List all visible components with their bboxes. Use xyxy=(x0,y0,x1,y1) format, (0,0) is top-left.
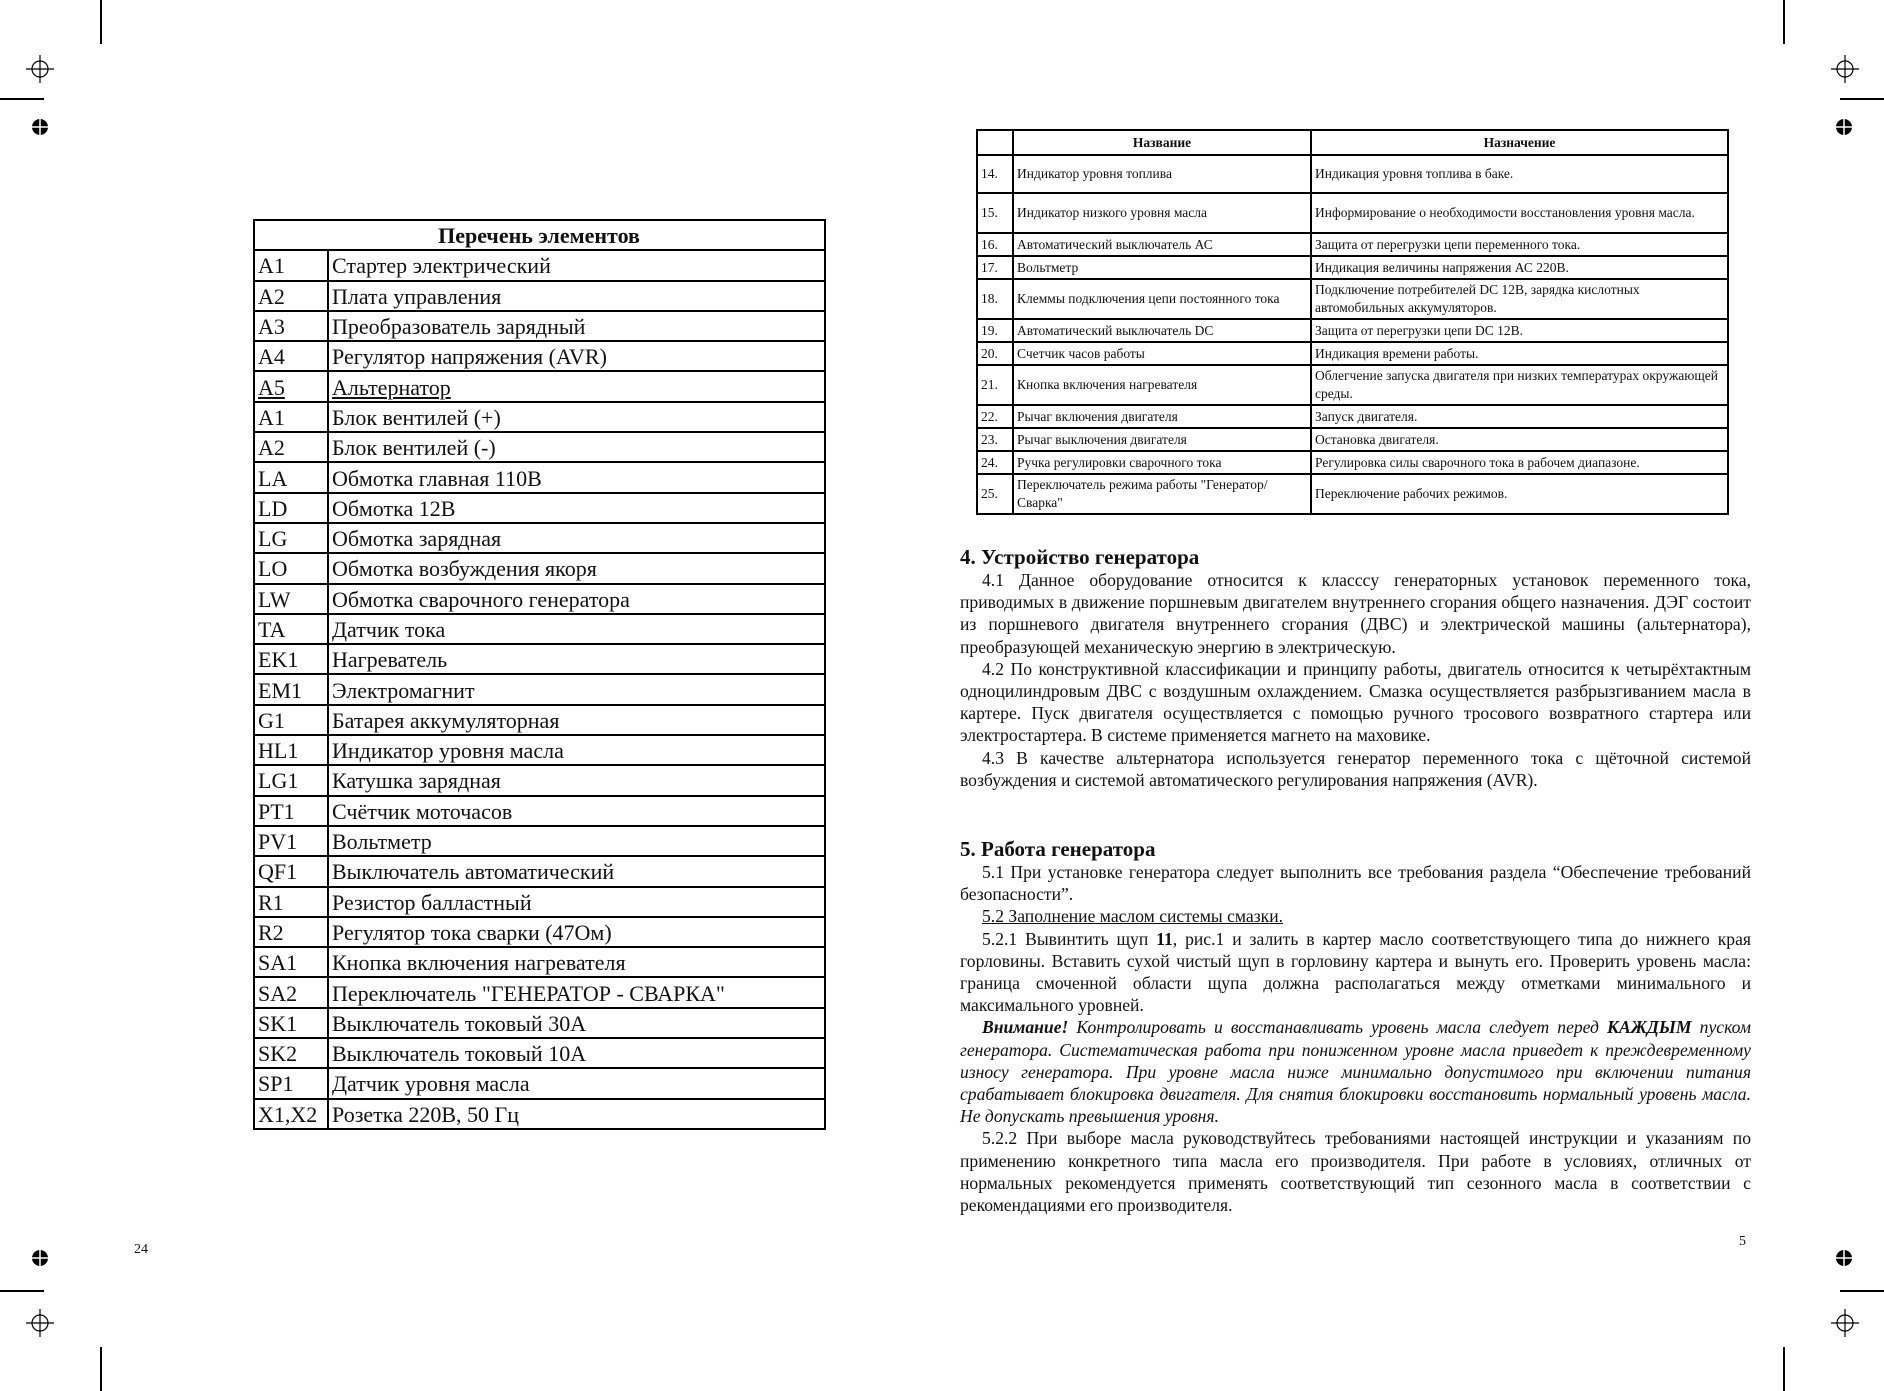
trim-mark xyxy=(1783,0,1785,44)
cell-purpose: Индикация уровня топлива в баке. xyxy=(1311,155,1728,193)
element-code: LD xyxy=(254,493,328,523)
cell-name: Ручка регулировки сварочного тока xyxy=(1013,451,1311,474)
element-name: Обмотка главная 110В xyxy=(328,462,825,492)
table-row xyxy=(254,1038,825,1068)
table-row xyxy=(254,614,825,644)
element-name: Нагреватель xyxy=(328,644,825,674)
element-code: G1 xyxy=(254,705,328,735)
bold-ref: 11 xyxy=(1156,928,1173,949)
cell-purpose: Облегчение запуска двигателя при низких температурах окружающей среды. xyxy=(1311,365,1728,405)
table-row xyxy=(254,281,825,311)
text-run: , рис.1 и залить в картер масло соответствующего типа до нижнего края горловины. Вставить сухой чистый щуп в горловину картера и вынуть его. Проверить уровень масла: граница смоченной области щупа должна располагаться между отметками минимального и максимального уровней. xyxy=(960,928,1751,1016)
table-row xyxy=(254,947,825,977)
section-5 xyxy=(960,837,1751,1216)
section-4-heading: 4. Устройство генератора xyxy=(960,545,1200,569)
table-row xyxy=(977,428,1728,451)
element-code: R2 xyxy=(254,917,328,947)
element-code: LG1 xyxy=(254,765,328,795)
element-code: A2 xyxy=(254,432,328,462)
element-name: Обмотка 12В xyxy=(328,493,825,523)
element-code: A1 xyxy=(254,250,328,280)
trim-mark xyxy=(1840,1290,1884,1292)
element-name: Выключатель токовый 10А xyxy=(328,1038,825,1068)
element-name: Выключатель автоматический xyxy=(328,856,825,886)
cell-purpose: Остановка двигателя. xyxy=(1311,428,1728,451)
table-row xyxy=(254,705,825,735)
table-row xyxy=(254,523,825,553)
table-row xyxy=(254,796,825,826)
element-name: Регулятор тока сварки (47Ом) xyxy=(328,917,825,947)
element-code: PT1 xyxy=(254,796,328,826)
element-name: Выключатель токовый 30А xyxy=(328,1008,825,1038)
element-name: Вольтметр xyxy=(328,826,825,856)
table-row xyxy=(254,432,825,462)
cell-purpose: Защита от перегрузки цепи DC 12В. xyxy=(1311,319,1728,342)
element-code: EM1 xyxy=(254,674,328,704)
cell-num: 17. xyxy=(977,256,1013,279)
text-run: 5.2.1 Вывинтить щуп xyxy=(982,928,1157,949)
paragraph: 4.1 Данное оборудование относится к классcу генераторных установок переменного тока, приводимых в движение поршневым двигателем внутреннего сгорания общего назначения. ДЭГ состоит из поршневого двигателя внутреннего сгорания (ДВС) и электрической машины (альтернатора), преобразующей механическую энергию в электрическую. xyxy=(960,570,1751,657)
element-name: Обмотка возбуждения якоря xyxy=(328,553,825,583)
trim-mark xyxy=(0,1290,44,1292)
cell-num: 21. xyxy=(977,365,1013,405)
element-code: HL1 xyxy=(254,735,328,765)
registration-mark-icon xyxy=(1831,1309,1859,1337)
cell-name: Переключатель режима работы "Генератор/Сварка" xyxy=(1013,474,1311,514)
element-code: PV1 xyxy=(254,826,328,856)
cell-num: 24. xyxy=(977,451,1013,474)
table-header-name: Название xyxy=(1013,130,1311,155)
element-code: A5 xyxy=(254,371,328,401)
paragraph: 4.3 В качестве альтернатора используется генератор переменного тока с щёточной системой возбуждения и системой автоматического регулирования напряжения (AVR). xyxy=(960,747,1751,790)
element-name: Электромагнит xyxy=(328,674,825,704)
table-row xyxy=(254,917,825,947)
cell-num: 19. xyxy=(977,319,1013,342)
element-code: SP1 xyxy=(254,1068,328,1098)
element-code: SK1 xyxy=(254,1008,328,1038)
register-dot-icon xyxy=(32,119,48,135)
table-row xyxy=(977,342,1728,365)
cell-purpose: Подключение потребителей DC 12В, зарядка кислотных автомобильных аккумуляторов. xyxy=(1311,279,1728,319)
element-code: EK1 xyxy=(254,644,328,674)
table-row xyxy=(254,341,825,371)
warning-label: Внимание! xyxy=(982,1017,1069,1038)
cell-purpose: Регулировка силы сварочного тока в рабочем диапазоне. xyxy=(1311,451,1728,474)
cell-name: Индикатор низкого уровня масла xyxy=(1013,193,1311,233)
elements-list-table xyxy=(253,219,826,1130)
paragraph: 5.1 При установке генератора следует выполнить все требования раздела “Обеспечение требований безопасности”. xyxy=(960,862,1751,905)
table-row xyxy=(254,493,825,523)
table-title: Перечень элементов xyxy=(254,220,825,250)
cell-name: Индикатор уровня топлива xyxy=(1013,155,1311,193)
element-code: LW xyxy=(254,584,328,614)
paragraph: 5.2.2 При выборе масла руководствуйтесь требованиями настоящей инструкции и указаниям по применению конкретного типа масла его производителя. При работе в условиях, отличных от нормальных рекомендуется применять соответствующий тип сезонного масла в соответствии с рекомендациями его производителя. xyxy=(960,1128,1751,1216)
element-code: SK2 xyxy=(254,1038,328,1068)
element-code: TA xyxy=(254,614,328,644)
element-name: Стартер электрический xyxy=(328,250,825,280)
cell-purpose: Переключение рабочих режимов. xyxy=(1311,474,1728,514)
table-row xyxy=(254,887,825,917)
text-run: пуском генератора. Систематическая работа при пониженном уровне масла приведет к преждевременному износу генератора. При уровне масла ниже минимально допустимого при включении питания срабатывает блокировка двигателя. Для снятия блокировки восстановить нормальный уровень масла. Не допускать превышения уровня. xyxy=(960,1017,1751,1127)
section-4 xyxy=(960,545,1751,791)
table-row xyxy=(254,856,825,886)
cell-name: Рычаг включения двигателя xyxy=(1013,405,1311,428)
element-code: A1 xyxy=(254,402,328,432)
table-row xyxy=(977,319,1728,342)
cell-purpose: Индикация времени работы. xyxy=(1311,342,1728,365)
page-number-left: 24 xyxy=(134,1242,148,1257)
emphasis: КАЖДЫМ xyxy=(1607,1017,1692,1038)
table-row xyxy=(254,402,825,432)
table-row xyxy=(254,1099,825,1129)
warning-paragraph xyxy=(960,1016,1751,1127)
cell-purpose: Индикация величины напряжения АС 220В. xyxy=(1311,256,1728,279)
element-name: Датчик уровня масла xyxy=(328,1068,825,1098)
element-code: LG xyxy=(254,523,328,553)
table-row xyxy=(977,155,1728,193)
element-code: SA1 xyxy=(254,947,328,977)
trim-mark xyxy=(1783,1347,1785,1391)
table-row xyxy=(977,193,1728,233)
table-row xyxy=(254,765,825,795)
element-code: A2 xyxy=(254,281,328,311)
table-row xyxy=(977,279,1728,319)
cell-name: Клеммы подключения цепи постоянного тока xyxy=(1013,279,1311,319)
table-row xyxy=(977,474,1728,514)
subsection-title: 5.2 Заполнение маслом системы смазки. xyxy=(982,906,1284,927)
cell-name: Кнопка включения нагревателя xyxy=(1013,365,1311,405)
cell-purpose: Запуск двигателя. xyxy=(1311,405,1728,428)
element-name: Розетка 220В, 50 Гц xyxy=(328,1099,825,1129)
cell-name: Автоматический выключатель АС xyxy=(1013,233,1311,256)
cell-num: 16. xyxy=(977,233,1013,256)
table-row xyxy=(254,735,825,765)
table-row xyxy=(254,553,825,583)
register-dot-icon xyxy=(1836,119,1852,135)
page-number-right: 5 xyxy=(1739,1234,1746,1249)
element-name: Переключатель "ГЕНЕРАТОР - СВАРКА" xyxy=(328,977,825,1007)
table-row xyxy=(254,644,825,674)
table-row xyxy=(977,405,1728,428)
table-row xyxy=(254,1068,825,1098)
section-5-heading: 5. Работа генератора xyxy=(960,837,1156,861)
cell-num: 20. xyxy=(977,342,1013,365)
element-name: Катушка зарядная xyxy=(328,765,825,795)
element-name: Кнопка включения нагревателя xyxy=(328,947,825,977)
element-name: Альтернатор xyxy=(328,371,825,401)
controls-table xyxy=(976,129,1729,515)
table-row xyxy=(977,451,1728,474)
table-row xyxy=(254,462,825,492)
element-name: Резистор балластный xyxy=(328,887,825,917)
paragraph: 4.2 По конструктивной классификации и принципу работы, двигатель относится к четырёхтактным одноцилиндровым ДВС с воздушным охлаждением. Смазка осуществляется разбрызгиванием масла в картере. Пуск двигателя осуществляется с помощью ручного тросового возвратного стартера или электростартера. В системе применяется магнето на маховике. xyxy=(960,658,1751,746)
cell-num: 23. xyxy=(977,428,1013,451)
cell-num: 25. xyxy=(977,474,1013,514)
cell-name: Автоматический выключатель DC xyxy=(1013,319,1311,342)
cell-name: Вольтметр xyxy=(1013,256,1311,279)
table-row xyxy=(254,371,825,401)
controls-table-body xyxy=(977,155,1728,514)
text-run: Контролировать и восстанавливать уровень масла следует перед xyxy=(1068,1017,1608,1038)
element-name: Блок вентилей (+) xyxy=(328,402,825,432)
table-row xyxy=(977,365,1728,405)
table-row xyxy=(254,977,825,1007)
table-row xyxy=(254,584,825,614)
element-name: Индикатор уровня масла xyxy=(328,735,825,765)
element-code: LA xyxy=(254,462,328,492)
element-code: A4 xyxy=(254,341,328,371)
trim-mark xyxy=(100,0,102,44)
cell-purpose: Защита от перегрузки цепи переменного тока. xyxy=(1311,233,1728,256)
cell-num: 14. xyxy=(977,155,1013,193)
table-row xyxy=(254,250,825,280)
trim-mark xyxy=(100,1347,102,1391)
element-name: Плата управления xyxy=(328,281,825,311)
element-code: LO xyxy=(254,553,328,583)
table-row xyxy=(254,1008,825,1038)
register-dot-icon xyxy=(1836,1250,1852,1266)
cell-num: 22. xyxy=(977,405,1013,428)
table-row xyxy=(254,311,825,341)
table-row xyxy=(977,233,1728,256)
cell-name: Счетчик часов работы xyxy=(1013,342,1311,365)
element-name: Батарея аккумуляторная xyxy=(328,705,825,735)
registration-mark-icon xyxy=(26,55,54,83)
element-code: A3 xyxy=(254,311,328,341)
table-row xyxy=(977,256,1728,279)
element-name: Обмотка сварочного генератора xyxy=(328,584,825,614)
element-code: QF1 xyxy=(254,856,328,886)
cell-num: 15. xyxy=(977,193,1013,233)
subsection-heading xyxy=(960,905,1751,927)
paragraph xyxy=(960,928,1751,1017)
table-row xyxy=(254,826,825,856)
register-dot-icon xyxy=(32,1250,48,1266)
element-name: Датчик тока xyxy=(328,614,825,644)
element-name: Блок вентилей (-) xyxy=(328,432,825,462)
element-code: SA2 xyxy=(254,977,328,1007)
cell-name: Рычаг выключения двигателя xyxy=(1013,428,1311,451)
element-name: Преобразователь зарядный xyxy=(328,311,825,341)
table-header-num xyxy=(977,130,1013,155)
table-header-purpose: Назначение xyxy=(1311,130,1728,155)
elements-list-body xyxy=(254,250,825,1129)
registration-mark-icon xyxy=(1831,55,1859,83)
registration-mark-icon xyxy=(26,1309,54,1337)
element-name: Счётчик моточасов xyxy=(328,796,825,826)
element-name: Регулятор напряжения (AVR) xyxy=(328,341,825,371)
element-code: X1,X2 xyxy=(254,1099,328,1129)
cell-purpose: Информирование о необходимости восстановления уровня масла. xyxy=(1311,193,1728,233)
element-code: R1 xyxy=(254,887,328,917)
table-row xyxy=(254,674,825,704)
element-name: Обмотка зарядная xyxy=(328,523,825,553)
trim-mark xyxy=(1840,98,1884,100)
trim-mark xyxy=(0,98,44,100)
cell-num: 18. xyxy=(977,279,1013,319)
